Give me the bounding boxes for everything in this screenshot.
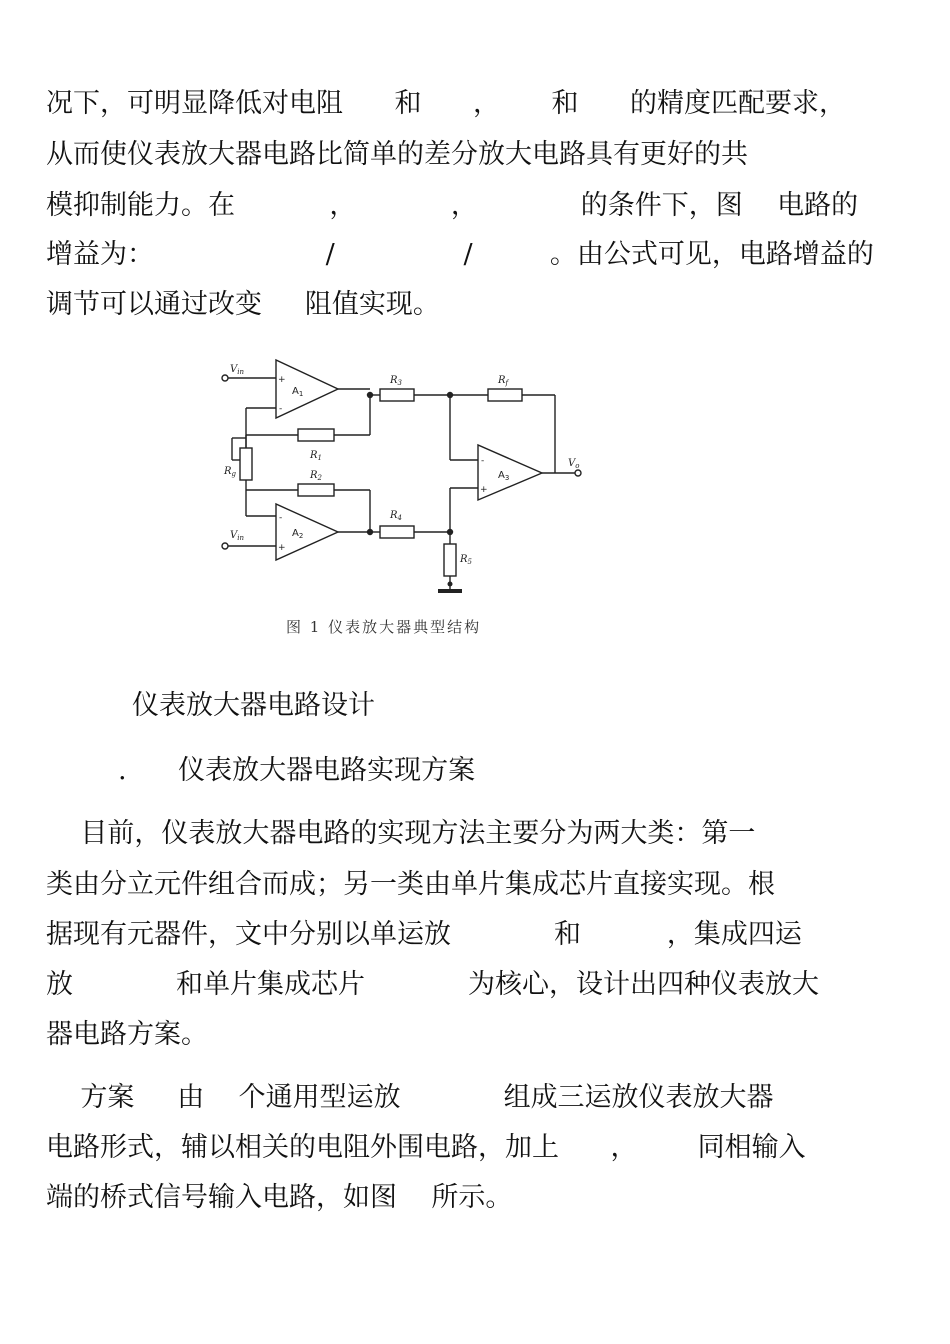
a1-plus: + [278,375,286,385]
label-a2: $A_2$ [292,528,304,540]
label-vo: $V_o$ [568,458,580,470]
a1-minus: - [279,404,283,414]
text-line: 电路形式，辅以相关的电阻外围电路，加上 ， 同相输入 [46,1132,806,1163]
label-r5: $R_5$ [460,554,472,566]
resistor-r3 [380,389,414,401]
text-line: 增益为： / / 。由公式可见，电路增益的 [46,239,874,270]
label-a3: $A_3$ [498,470,510,482]
resistor-r5 [444,544,456,576]
text-line: 类由分立元件组合而成；另一类由单片集成芯片直接实现。根 [46,869,775,900]
opamp-a3 [478,445,542,500]
a3-minus: - [481,456,485,466]
output-terminal [575,470,581,476]
a3-plus: + [480,485,488,495]
text-line: 调节可以通过改变 阻值实现。 [46,289,440,320]
text-line: 方案 由 个通用型运放 组成三运放仪表放大器 [46,1082,774,1113]
label-vin-top: $V_{in}$ [230,364,244,376]
ground-symbol [438,589,462,593]
resistor-rf [488,389,522,401]
circuit-diagram [210,350,610,650]
input-terminal-bottom [222,543,228,549]
label-a1: $A_1$ [292,386,304,398]
a2-minus: - [279,513,283,523]
opamp-a1 [276,360,338,418]
text-line: 端的桥式信号输入电路，如图 所示。 [46,1182,513,1213]
subsection-heading: . 仪表放大器电路实现方案 [118,755,476,786]
text-line: 目前，仪表放大器电路的实现方法主要分为两大类：第一 [46,818,756,849]
text-line: 况下，可明显降低对电阻 和 ， 和 的精度匹配要求， [46,88,846,119]
circuit-figure [210,350,610,650]
text-line: 放 和单片集成芯片 为核心，设计出四种仪表放大 [46,969,819,1000]
resistor-r1 [298,429,334,441]
section-heading: 仪表放大器电路设计 [132,690,375,721]
text-line: 从而使仪表放大器电路比简单的差分放大电路具有更好的共 [46,139,748,170]
label-r4: $R_4$ [390,510,402,522]
resistor-rg [240,448,252,480]
label-rg: $R_g$ [224,466,237,478]
text-line: 据现有元器件，文中分别以单运放 和 ，集成四运 [46,919,802,950]
text-line: 模抑制能力。在 ， ， 的条件下，图 电路的 [46,190,859,221]
resistor-r2 [298,484,334,496]
label-r1: $R_1$ [310,450,322,462]
figure-caption: 图 1 仪表放大器典型结构 [286,618,482,636]
label-r3: $R_3$ [390,375,402,387]
label-rf: $R_f$ [498,375,509,387]
resistor-r4 [380,526,414,538]
label-vin-bottom: $V_{in}$ [230,530,244,542]
input-terminal-top [222,375,228,381]
a2-plus: + [278,543,286,553]
text-line: 器电路方案。 [46,1019,208,1050]
label-r2: $R_2$ [310,470,322,482]
